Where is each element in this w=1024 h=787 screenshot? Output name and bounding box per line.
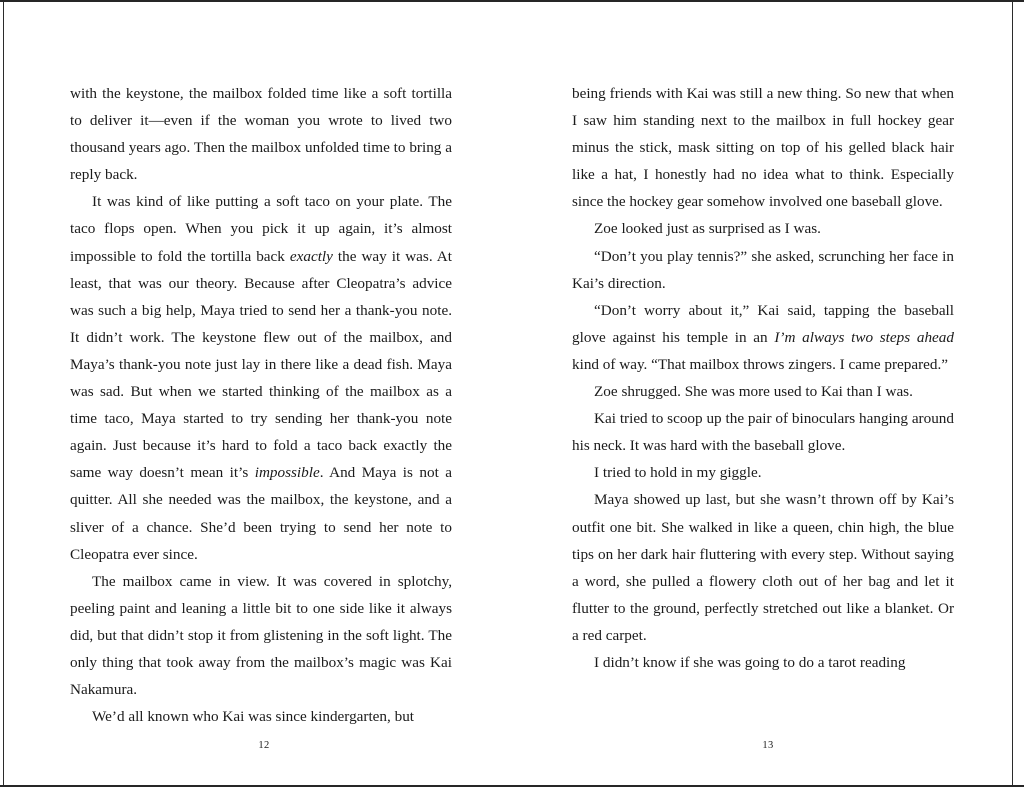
body-text: being friends with Kai was still a new thing. So new that when I saw him standing next to the mailbox in full hockey gear minus the stick, mask sitting on top of his gelled black hair like a hat, I honestly had no idea what to think. Especially since the hockey gear somehow involved one baseball glove. <box>572 85 954 211</box>
paragraph <box>572 297 954 378</box>
paragraph <box>572 378 954 405</box>
body-text: We’d all known who Kai was since kindergarten, but <box>92 708 415 726</box>
paragraph <box>70 568 452 703</box>
body-text: I tried to hold in my giggle. <box>594 464 762 482</box>
paragraph <box>70 188 452 567</box>
paragraph <box>572 243 954 297</box>
paragraph <box>572 486 954 649</box>
body-text: It was kind of like putting a soft taco on your plate. The taco flops open. When you pick it up again, it’s almost impossible to fold the tortilla back <box>70 193 452 265</box>
emphasis-text: exactly <box>289 247 333 265</box>
paragraph <box>572 649 954 676</box>
right-page-text-column <box>572 80 954 676</box>
pages-container <box>0 2 1024 787</box>
right-page-folio: 13 <box>762 740 774 751</box>
body-text: “Don’t worry about it,” Kai said, tapping the baseball glove against his temple in an <box>572 301 954 346</box>
left-page-text-column <box>70 80 452 730</box>
body-text: Maya showed up last, but she wasn’t thrown off by Kai’s outfit one bit. She walked in like a queen, chin high, the blue tips on her dark hair fluttering with every step. Without saying a word, she pulled a flowery cloth out of her bag and let it flutter to the ground, perfectly stretched out like a blanket. Or a red carpet. <box>572 491 954 644</box>
body-text: with the keystone, the mailbox folded time like a soft tortilla to deliver it—even if the woman you wrote to lived two thousand years ago. Then the mailbox unfolded time to bring a reply back. <box>70 85 452 184</box>
paragraph <box>572 405 954 459</box>
emphasis-text: I’m always two steps ahead <box>774 328 954 346</box>
body-text: the way it was. At least, that was our theory. Because after Cleopatra’s advice was such a big help, Maya tried to send her a thank-you note. It didn’t work. The keystone flew out of the mailbox, and Maya’s thank-you note just lay in there like a dead fish. Maya was sad. But when we started thinking of the mailbox as a time taco, Maya started to try sending her thank-you note again. Just because it’s hard to fold a taco back exactly the same way doesn’t mean it’s <box>70 247 452 482</box>
body-text: The mailbox came in view. It was covered in splotchy, peeling paint and leaning a little bit to one side like it always did, but that didn’t stop it from glistening in the soft light. The only thing that took away from the mailbox’s magic was Kai Nakamura. <box>70 572 452 699</box>
body-text: Zoe shrugged. She was more used to Kai than I was. <box>594 383 913 401</box>
paragraph <box>70 703 452 730</box>
body-text: I didn’t know if she was going to do a tarot reading <box>594 653 906 671</box>
emphasis-text: impossible <box>254 464 320 482</box>
paragraph <box>572 215 954 242</box>
left-page-folio: 12 <box>258 740 270 751</box>
body-text: . And Maya is not a quitter. All she needed was the mailbox, the keystone, and a sliver of a chance. She’d been trying to send her note to Cleopatra ever since. <box>70 464 452 563</box>
body-text: kind of way. “That mailbox throws zingers. I came prepared.” <box>572 355 949 373</box>
paragraph <box>572 80 954 215</box>
body-text: Zoe looked just as surprised as I was. <box>594 220 821 238</box>
paragraph <box>70 80 452 188</box>
left-page <box>0 2 512 787</box>
body-text: Kai tried to scoop up the pair of binoculars hanging around his neck. It was hard with the baseball glove. <box>572 410 954 455</box>
paragraph <box>572 459 954 486</box>
body-text: “Don’t you play tennis?” she asked, scrunching her face in Kai’s direction. <box>572 247 954 292</box>
right-page <box>512 2 1024 787</box>
